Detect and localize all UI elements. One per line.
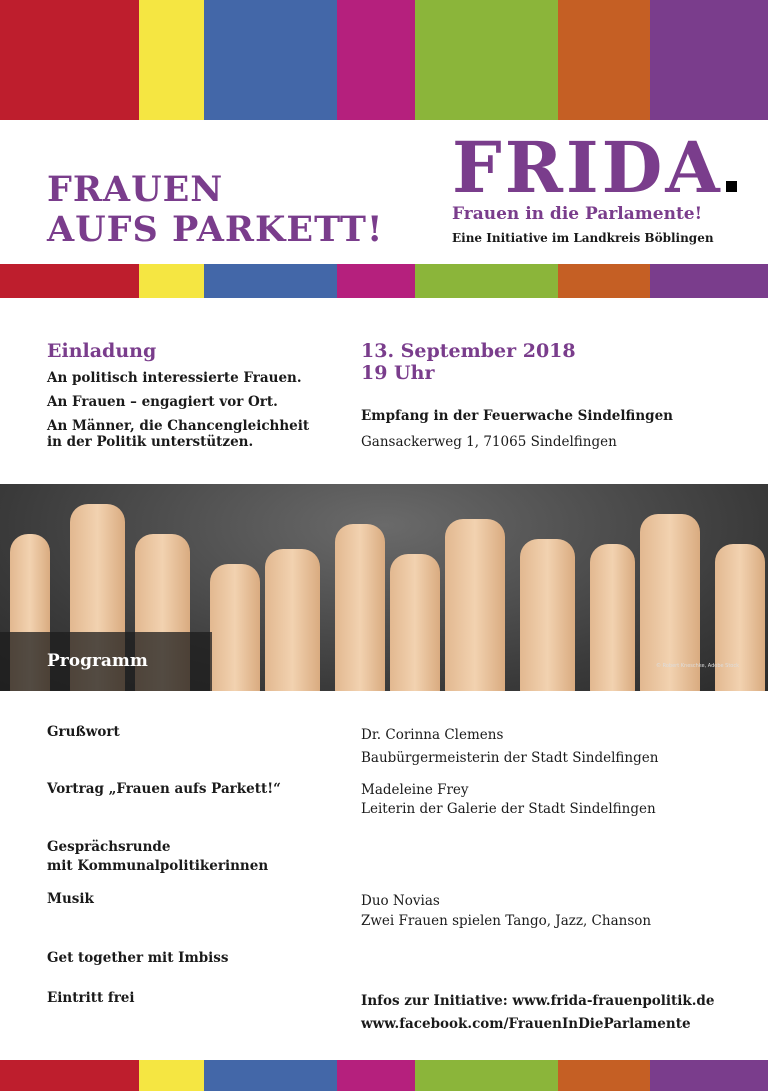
color-stripe-middle xyxy=(0,264,768,298)
invitation xyxy=(47,340,309,450)
headline-line: AUFS PARKETT! xyxy=(47,209,384,250)
event-date: 13. September 2018 xyxy=(361,340,576,362)
program-item: Get together mit Imbiss xyxy=(47,950,229,966)
facebook-link[interactable]: www.facebook.com/FrauenInDieParlamente xyxy=(361,1016,691,1032)
program-item: Grußwort xyxy=(47,724,120,740)
program-detail xyxy=(361,724,658,770)
program-detail xyxy=(361,891,651,931)
event-time: 19 Uhr xyxy=(361,362,435,384)
detail-line: Leiterin der Galerie der Stadt Sindelfingen xyxy=(361,801,656,817)
program-item: Eintritt frei xyxy=(47,990,135,1006)
invitation-heading: Einladung xyxy=(47,340,157,362)
invitation-line: An Männer, die Chancengleichheit xyxy=(47,418,310,434)
frida-logo xyxy=(452,126,737,245)
invitation-line: An Frauen – engagiert vor Ort. xyxy=(47,394,278,410)
item-line: mit Kommunalpolitikerinnen xyxy=(47,858,269,874)
logo-subtitle: Frauen in die Parlamente! xyxy=(452,204,703,224)
detail-line: Dr. Corinna Clemens xyxy=(361,727,504,743)
program-detail xyxy=(361,781,656,819)
logo-tagline: Eine Initiative im Landkreis Böblingen xyxy=(452,231,714,245)
headline xyxy=(47,170,383,250)
detail-line: Zwei Frauen spielen Tango, Jazz, Chanson xyxy=(361,913,652,929)
headline-line: FRAUEN xyxy=(47,169,224,210)
thumbs-up-photo xyxy=(0,484,768,691)
color-stripe-bottom xyxy=(0,1060,768,1091)
info-link[interactable]: Infos zur Initiative: www.frida-frauenpolitik.de xyxy=(361,993,715,1009)
program-item: Musik xyxy=(47,891,94,907)
detail-line: Madeleine Frey xyxy=(361,782,469,798)
event-address: Gansackerweg 1, 71065 Sindelfingen xyxy=(361,434,617,450)
program-item: Vortrag „Frauen aufs Parkett!“ xyxy=(47,781,281,797)
detail-line: Baubürgermeisterin der Stadt Sindelfingen xyxy=(361,750,659,766)
program-heading: Programm xyxy=(47,651,148,671)
event-info xyxy=(361,340,673,450)
event-venue: Empfang in der Feuerwache Sindelfingen xyxy=(361,408,673,424)
invitation-line: An politisch interessierte Frauen. xyxy=(47,370,302,386)
photo-credit: © Robert Kneschke, Adobe Stock xyxy=(656,663,740,669)
detail-line: Duo Novias xyxy=(361,893,440,909)
program-item xyxy=(47,838,268,876)
item-line: Gesprächsrunde xyxy=(47,839,171,855)
invitation-line: in der Politik unterstützen. xyxy=(47,434,254,450)
color-stripe-top xyxy=(0,0,768,120)
program-detail xyxy=(361,990,714,1036)
logo-title: FRIDA xyxy=(452,126,723,209)
